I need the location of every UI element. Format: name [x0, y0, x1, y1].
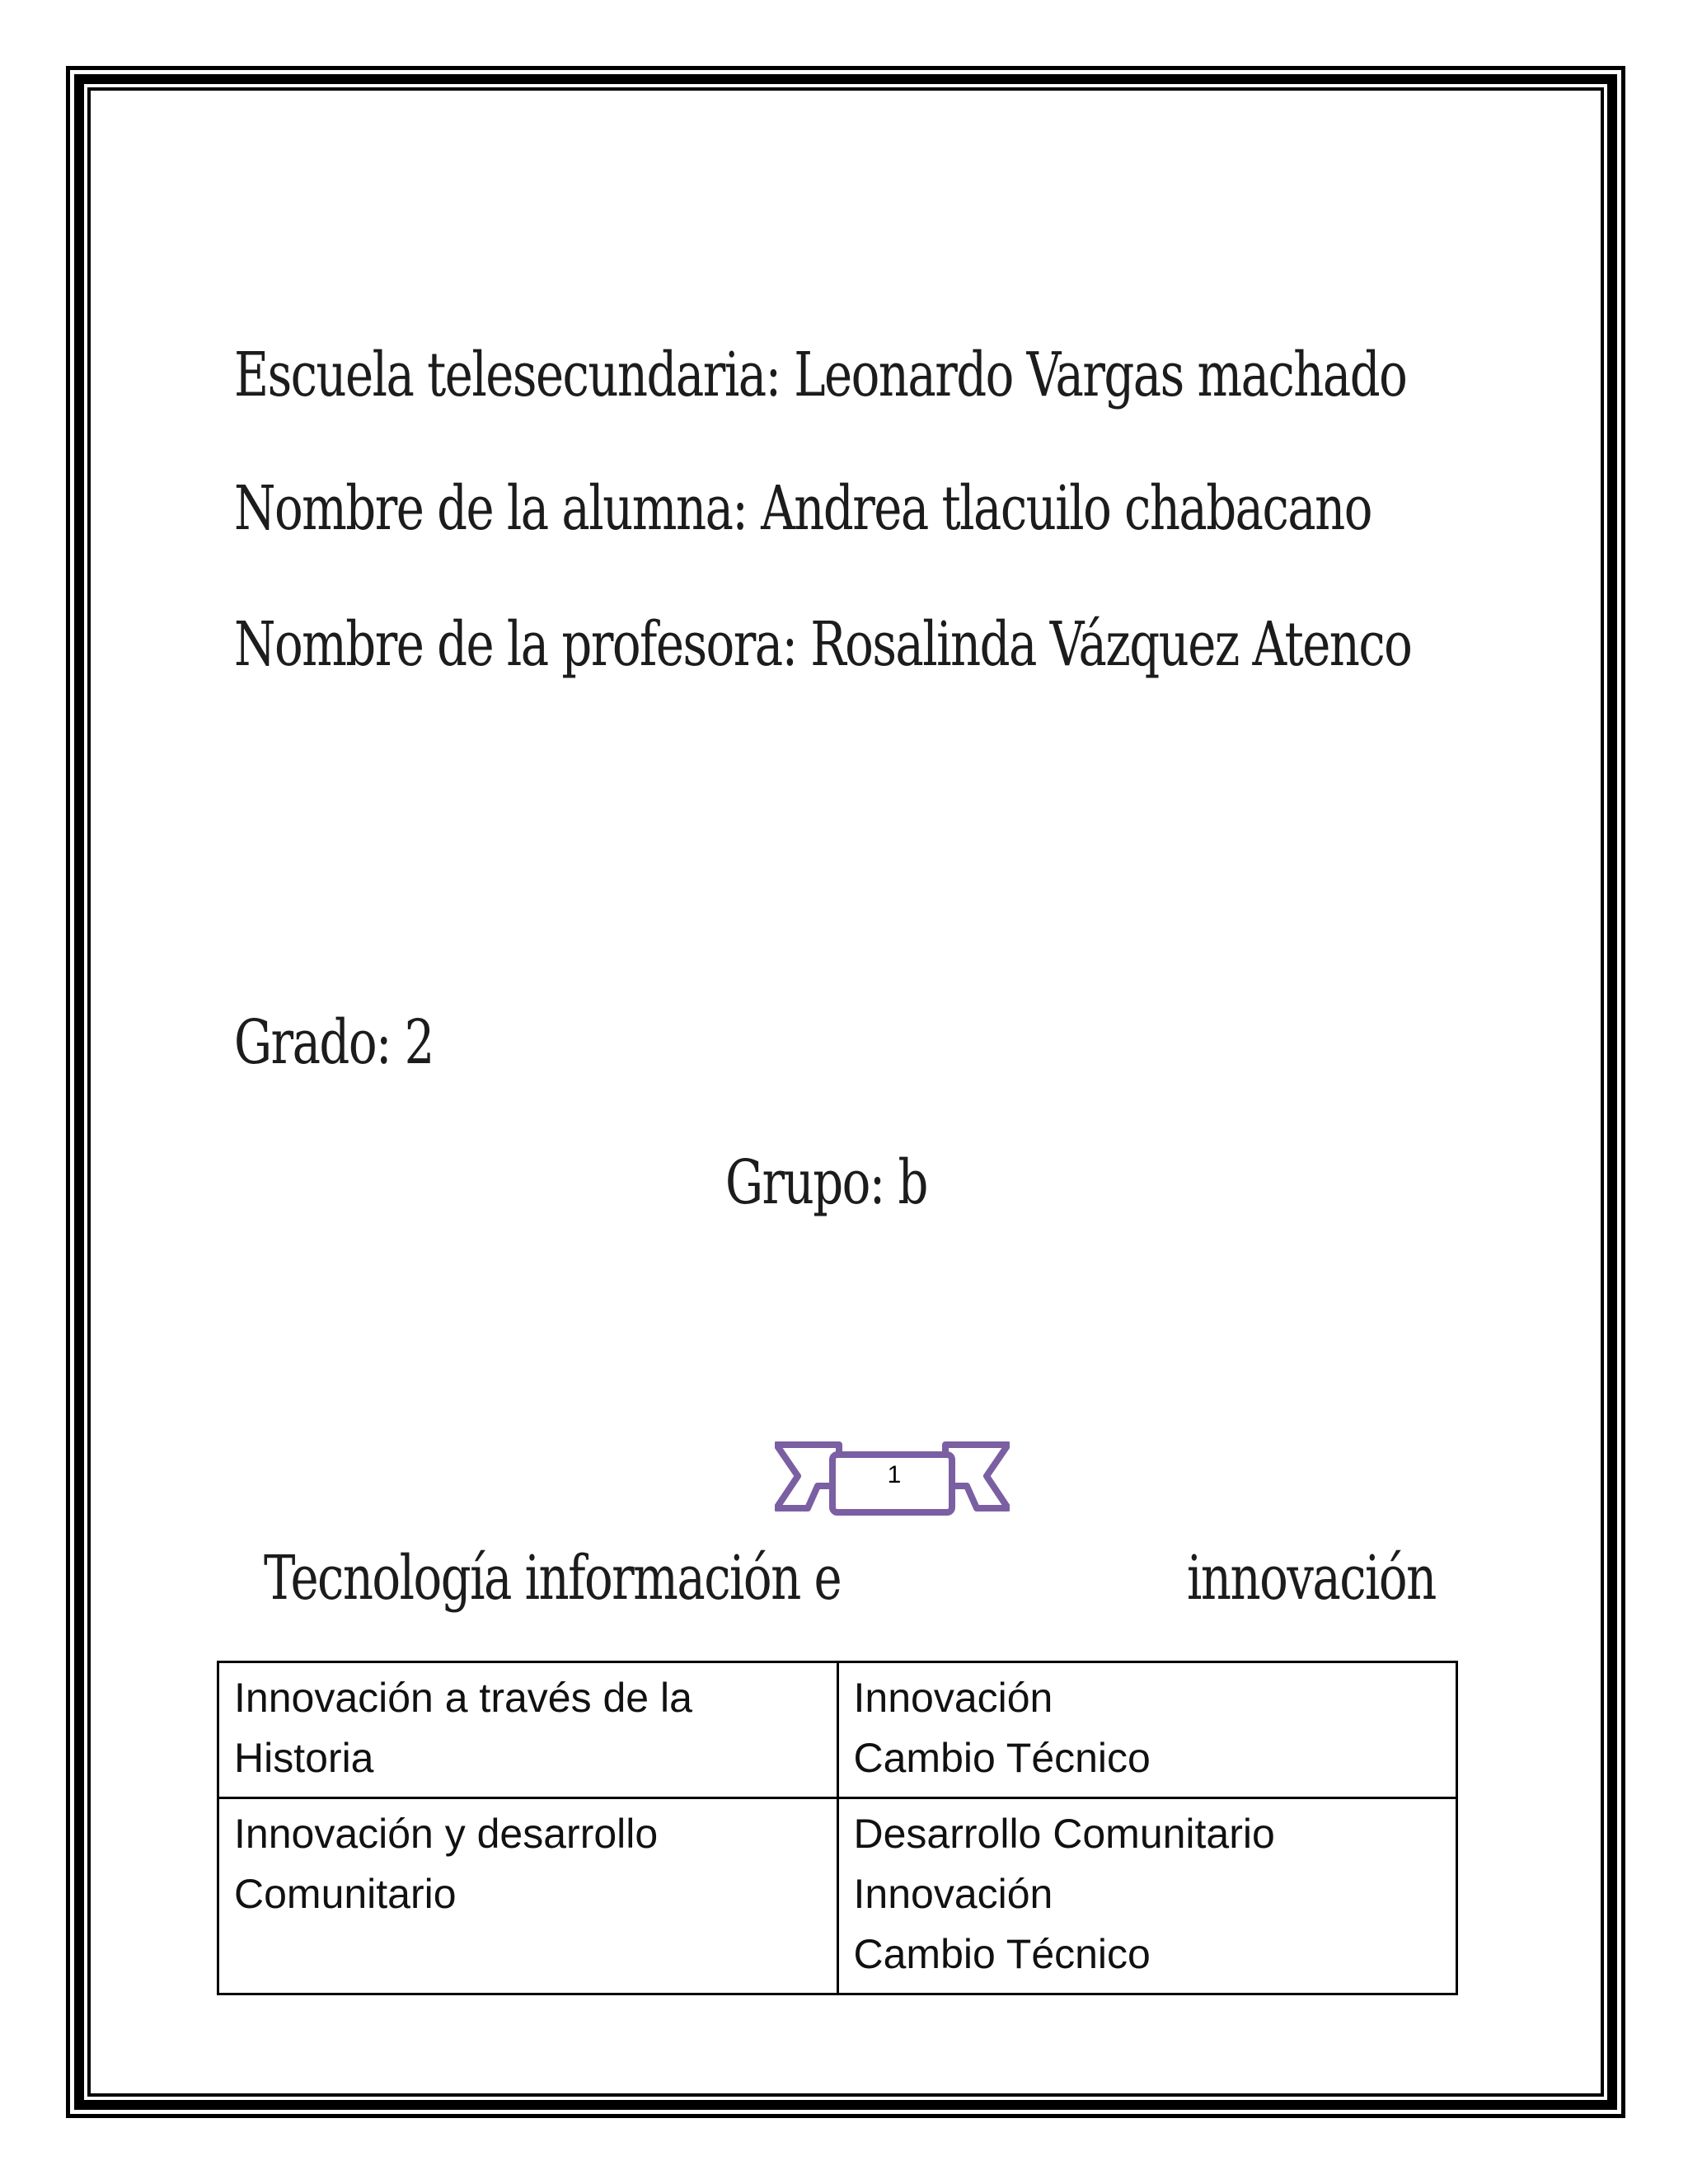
cell-text: Historia — [234, 1735, 374, 1781]
cell-text: Innovación — [853, 1675, 1053, 1721]
table-cell — [218, 1798, 838, 1994]
page-number: 1 — [887, 1461, 902, 1488]
school-name-line: Escuela telesecundaria: Leonardo Vargas machado — [234, 340, 1407, 410]
cell-text: Cambio Técnico — [853, 1931, 1151, 1977]
table-cell — [837, 1798, 1457, 1994]
grade-line: Grado: 2 — [234, 1007, 434, 1078]
cell-text: Desarrollo Comunitario — [853, 1811, 1275, 1857]
table-cell — [218, 1662, 838, 1798]
cell-text: Innovación — [853, 1871, 1053, 1917]
table-row — [218, 1798, 1457, 1994]
student-name-line: Nombre de la alumna: Andrea tlacuilo chabacano — [234, 473, 1372, 544]
cell-text: Innovación a través de la — [234, 1675, 692, 1721]
concepts-table — [217, 1661, 1458, 1995]
teacher-name-line: Nombre de la profesora: Rosalinda Vázquez Atenco — [234, 609, 1412, 680]
group-line: Grupo: b — [725, 1147, 927, 1218]
table-cell — [837, 1662, 1457, 1798]
subject-title-part-b: innovación — [1187, 1543, 1436, 1614]
cell-text: Comunitario — [234, 1871, 457, 1917]
cell-text: Innovación y desarrollo — [234, 1811, 659, 1857]
cell-text: Cambio Técnico — [853, 1735, 1151, 1781]
table-row — [218, 1662, 1457, 1798]
subject-title-part-a: Tecnología información e — [264, 1543, 842, 1614]
